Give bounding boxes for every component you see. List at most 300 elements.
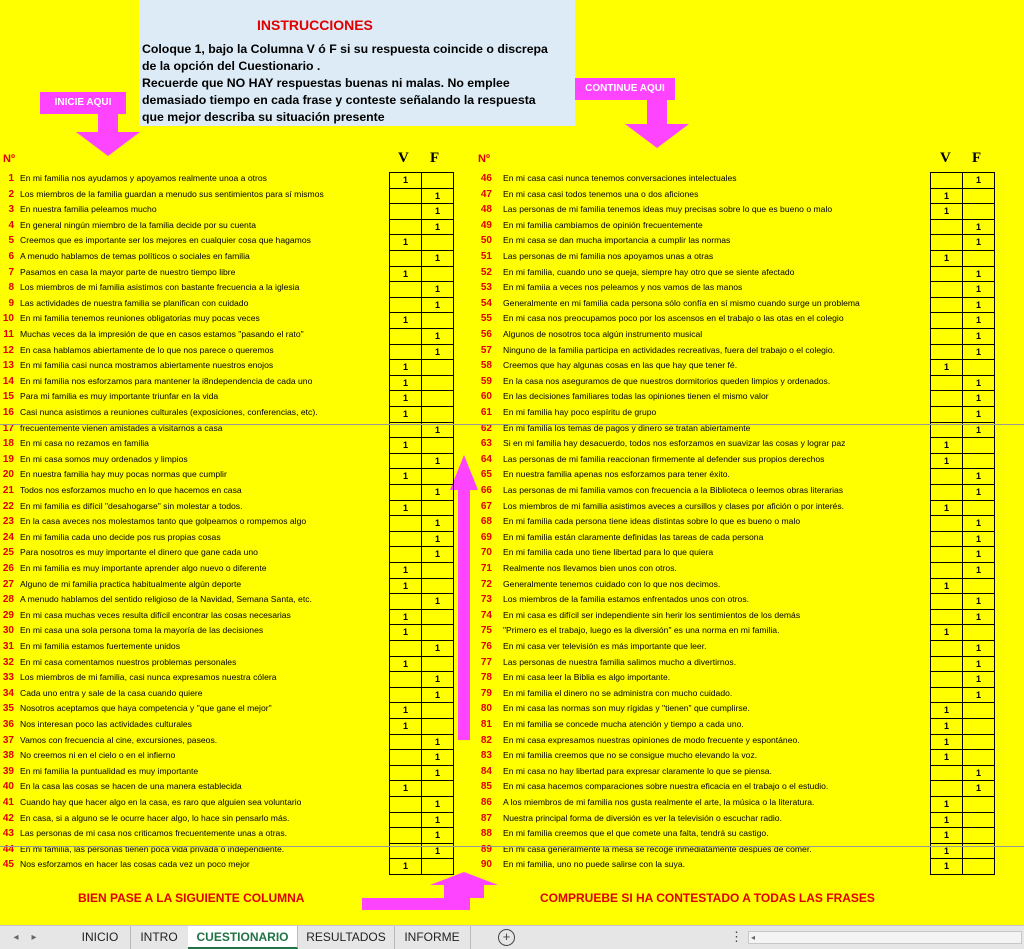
answer-cell-f[interactable]: 1	[421, 593, 454, 610]
answer-cell-v[interactable]: 1	[389, 702, 422, 719]
answer-cell-v[interactable]	[389, 203, 422, 220]
answer-cell-f[interactable]: 1	[962, 484, 995, 501]
answer-cell-v[interactable]	[930, 172, 963, 189]
question-text: En mi familia estamos fuertemente unidos	[20, 641, 181, 651]
sheet-tab-cuestionario[interactable]: CUESTIONARIO	[188, 926, 298, 949]
answer-cell-v[interactable]	[930, 390, 963, 407]
question-text: En mi familia tenemos reuniones obligatorias muy pocas veces	[20, 313, 260, 324]
answer-cell-v[interactable]	[930, 546, 963, 563]
answer-cell-f[interactable]	[421, 780, 454, 797]
answer-cell-v[interactable]: 1	[930, 453, 963, 470]
question-text: Para nosotros es muy importante el dinero que gane cada uno	[20, 547, 258, 558]
answer-cell-f[interactable]: 1	[962, 687, 995, 704]
question-number: 19	[2, 453, 14, 465]
question-text: A menudo hablamos de temas políticos o sociales en familia	[20, 251, 250, 261]
question-text: En mi familia están claramente definidas las tareas de cada persona	[503, 531, 764, 542]
answer-cell-v[interactable]: 1	[930, 188, 963, 205]
answer-cell-f[interactable]	[962, 453, 995, 470]
question-number: 7	[8, 266, 14, 278]
horizontal-scrollbar[interactable]	[748, 931, 1022, 944]
answer-cell-f[interactable]	[421, 468, 454, 485]
answer-cell-f[interactable]	[421, 609, 454, 626]
question-number: 82	[480, 734, 492, 746]
answer-cell-v[interactable]	[389, 484, 422, 501]
answer-cell-v[interactable]	[389, 749, 422, 766]
question-number: 25	[2, 547, 14, 559]
answer-cell-v[interactable]: 1	[930, 578, 963, 595]
question-number: 88	[480, 828, 492, 840]
answer-cell-f[interactable]: 1	[421, 827, 454, 844]
answer-cell-f[interactable]: 1	[421, 671, 454, 688]
answer-cell-f[interactable]	[962, 437, 995, 454]
answer-cell-v[interactable]	[930, 671, 963, 688]
answer-cell-v[interactable]	[930, 562, 963, 579]
answer-cell-f[interactable]	[962, 702, 995, 719]
answer-cell-f[interactable]: 1	[421, 453, 454, 470]
answer-cell-v[interactable]: 1	[389, 578, 422, 595]
answer-cell-f[interactable]: 1	[421, 203, 454, 220]
answer-cell-v[interactable]: 1	[930, 250, 963, 267]
answer-cell-v[interactable]	[930, 515, 963, 532]
question-text: Todos nos esforzamos mucho en lo que hacemos en casa	[20, 485, 242, 495]
question-text: En mi casa hacemos comparaciones sobre nuestra eficacia en el trabajo o el estudio.	[503, 781, 829, 792]
answer-cell-v[interactable]	[930, 640, 963, 657]
answer-cell-f[interactable]: 1	[421, 546, 454, 563]
question-text: En mi familia la puntualidad es muy importante	[20, 765, 199, 776]
answer-cell-f[interactable]: 1	[962, 531, 995, 548]
question-text: En casa hablamos abiertamente de lo que nos parece o queremos	[20, 344, 274, 355]
answer-cell-v[interactable]: 1	[930, 812, 963, 829]
answer-cell-f[interactable]	[962, 500, 995, 517]
answer-cell-v[interactable]: 1	[930, 827, 963, 844]
answer-cell-v[interactable]: 1	[389, 780, 422, 797]
answer-cell-v[interactable]: 1	[389, 656, 422, 673]
sheet-tab-intro[interactable]: INTRO	[130, 926, 189, 949]
answer-cell-v[interactable]: 1	[389, 858, 422, 875]
answer-cell-f[interactable]: 1	[962, 593, 995, 610]
answer-cell-f[interactable]: 1	[962, 656, 995, 673]
f-header-left: F	[430, 150, 440, 166]
answer-cell-v[interactable]: 1	[389, 500, 422, 517]
answer-cell-v[interactable]	[389, 344, 422, 361]
question-text: En mi casa expresamos nuestras opiniones de modo frecuente y espontáneo.	[503, 734, 800, 745]
question-number: 12	[2, 344, 14, 356]
answer-cell-v[interactable]	[389, 281, 422, 298]
answer-cell-f[interactable]: 1	[421, 422, 454, 439]
question-text: En nuestra familia apenas nos esforzamos para tener éxito.	[503, 469, 730, 480]
question-number: 78	[480, 672, 492, 684]
answer-cell-f[interactable]	[421, 390, 454, 407]
question-number: 14	[2, 375, 14, 387]
question-text: Los miembros de mi familia asistimos con bastante frecuencia a la iglesia	[20, 282, 300, 293]
answer-cell-v[interactable]	[389, 734, 422, 751]
answer-cell-f[interactable]: 1	[421, 219, 454, 236]
question-number: 83	[480, 750, 492, 762]
answer-cell-f[interactable]: 1	[962, 468, 995, 485]
answer-cell-v[interactable]	[930, 266, 963, 283]
question-number: 64	[480, 453, 492, 465]
answer-cell-f[interactable]: 1	[421, 734, 454, 751]
answer-cell-f[interactable]	[421, 702, 454, 719]
answer-cell-v[interactable]	[930, 765, 963, 782]
answer-cell-v[interactable]	[930, 531, 963, 548]
answer-cell-v[interactable]: 1	[389, 624, 422, 641]
answer-cell-v[interactable]	[389, 297, 422, 314]
answer-cell-f[interactable]	[962, 858, 995, 875]
answer-cell-f[interactable]	[421, 406, 454, 423]
question-text: Nuestra principal forma de diversión es ver la televisión o escuchar radio.	[503, 812, 782, 823]
answer-cell-v[interactable]	[930, 281, 963, 298]
answer-cell-v[interactable]: 1	[389, 609, 422, 626]
answer-cell-v[interactable]: 1	[389, 390, 422, 407]
answer-cell-f[interactable]: 1	[421, 281, 454, 298]
answer-cell-v[interactable]: 1	[389, 234, 422, 251]
answer-cell-v[interactable]: 1	[389, 718, 422, 735]
answer-cell-f[interactable]: 1	[421, 344, 454, 361]
answer-cell-f[interactable]: 1	[962, 546, 995, 563]
answer-cell-f[interactable]: 1	[421, 531, 454, 548]
answer-cell-v[interactable]: 1	[389, 437, 422, 454]
question-text: Pasamos en casa la mayor parte de nuestro tiempo libre	[20, 266, 236, 277]
question-text: En mi casa leer la Biblia es algo importante.	[503, 672, 671, 683]
answer-cell-v[interactable]: 1	[930, 858, 963, 875]
answer-cell-v[interactable]: 1	[930, 749, 963, 766]
question-number: 60	[480, 391, 492, 403]
question-text: Alguno de mi familia practica habitualmente algún deporte	[20, 578, 242, 589]
answer-cell-v[interactable]: 1	[930, 500, 963, 517]
question-text: Cada uno entra y sale de la casa cuando quiere	[20, 687, 203, 698]
footer-up-arrow-icon	[430, 872, 498, 898]
question-text: En mi familia, cuando uno se queja, siempre hay otro que se siente afectado	[503, 266, 795, 277]
answer-cell-f[interactable]: 1	[962, 640, 995, 657]
answer-cell-f[interactable]	[421, 718, 454, 735]
v-header-right: V	[940, 150, 951, 166]
plus-circle-icon[interactable]: +	[498, 929, 515, 946]
answer-cell-v[interactable]	[930, 375, 963, 392]
answer-cell-v[interactable]	[930, 609, 963, 626]
answer-cell-f[interactable]: 1	[962, 780, 995, 797]
answer-cell-f[interactable]: 1	[962, 219, 995, 236]
question-number: 8	[8, 282, 14, 294]
answer-cell-v[interactable]	[389, 328, 422, 345]
question-text: En mi familia casi nunca mostramos abiertamente nuestros enojos	[20, 360, 274, 371]
question-text: Las personas de mi familia tenemos ideas muy precisas sobre lo que es bueno o malo	[503, 204, 833, 215]
v-header-left: V	[398, 150, 409, 166]
question-text: En mi familia, uno no puede salirse con la suya.	[503, 859, 686, 870]
answer-cell-f[interactable]: 1	[962, 172, 995, 189]
answer-cell-f[interactable]	[421, 312, 454, 329]
answer-cell-f[interactable]	[962, 749, 995, 766]
answer-cell-f[interactable]	[962, 188, 995, 205]
answer-cell-v[interactable]: 1	[389, 406, 422, 423]
answer-cell-v[interactable]: 1	[389, 562, 422, 579]
answer-cell-v[interactable]: 1	[389, 172, 422, 189]
answer-cell-f[interactable]	[962, 718, 995, 735]
answer-cell-f[interactable]	[962, 796, 995, 813]
question-number: 44	[2, 843, 14, 855]
answer-cell-v[interactable]	[930, 687, 963, 704]
question-number: 56	[480, 329, 492, 340]
question-number: 42	[2, 812, 14, 824]
answer-cell-f[interactable]: 1	[421, 749, 454, 766]
question-number: 51	[480, 251, 492, 262]
question-text: En mi casa casi todos tenemos una o dos aficiones	[503, 188, 699, 199]
answer-cell-v[interactable]	[930, 484, 963, 501]
question-number: 23	[2, 516, 14, 528]
question-number: 69	[480, 531, 492, 543]
vertical-ellipsis-icon[interactable]: ⋮	[730, 929, 743, 944]
answer-cell-f[interactable]	[962, 250, 995, 267]
question-text: En mi casa es difícil ser independiente sin herir los sentimientos de los demás	[503, 609, 801, 620]
answer-cell-f[interactable]: 1	[421, 484, 454, 501]
question-number: 41	[2, 797, 14, 808]
answer-cell-v[interactable]	[389, 827, 422, 844]
question-text: Nos esforzamos en hacer las cosas cada vez un poco mejor	[20, 859, 250, 870]
question-number: 45	[2, 859, 14, 871]
footer-right-text: COMPRUEBE SI HA CONTESTADO A TODAS LAS FRASES	[540, 891, 875, 905]
question-number: 49	[480, 219, 492, 231]
answer-cell-v[interactable]	[930, 297, 963, 314]
sheet-tab-informe[interactable]: INFORME	[394, 926, 471, 949]
answer-cell-f[interactable]	[421, 172, 454, 189]
footer-left-arrow-icon	[362, 898, 470, 910]
answer-cell-f[interactable]: 1	[962, 328, 995, 345]
question-number: 77	[480, 656, 492, 668]
question-number: 62	[480, 422, 492, 434]
answer-cell-f[interactable]: 1	[962, 375, 995, 392]
answer-cell-f[interactable]: 1	[962, 234, 995, 251]
answer-cell-f[interactable]	[421, 624, 454, 641]
answer-cell-v[interactable]: 1	[930, 203, 963, 220]
answer-cell-f[interactable]: 1	[962, 765, 995, 782]
question-text: Cuando hay que hacer algo en la casa, es raro que alguien sea voluntario	[20, 797, 302, 807]
sheet-tab-bar	[0, 925, 1024, 949]
answer-cell-v[interactable]	[389, 219, 422, 236]
question-number: 76	[480, 641, 492, 652]
question-number: 57	[480, 344, 492, 356]
question-text: En mi casa las normas son muy rígidas y "tienen" que cumplirse.	[503, 703, 750, 714]
question-number: 16	[2, 407, 14, 418]
answer-cell-f[interactable]	[421, 858, 454, 875]
answer-cell-v[interactable]: 1	[389, 312, 422, 329]
footer-left-text: BIEN PASE A LA SIGUIENTE COLUMNA	[78, 891, 305, 905]
question-number: 87	[480, 812, 492, 824]
answer-cell-v[interactable]	[389, 250, 422, 267]
question-text: Los miembros de la familia estamos enfrentados unos con otros.	[503, 594, 750, 605]
question-text: Creemos que hay algunas cosas en las que hay que tener fé.	[503, 360, 738, 371]
question-text: En mi casa no rezamos en familia	[20, 438, 149, 449]
answer-cell-v[interactable]: 1	[930, 718, 963, 735]
answer-cell-v[interactable]	[389, 687, 422, 704]
question-text: En mi familia creemos que no se consigue mucho elevando la voz.	[503, 750, 758, 761]
answer-cell-f[interactable]	[421, 359, 454, 376]
question-number: 90	[480, 859, 492, 871]
question-number: 11	[3, 329, 14, 340]
answer-cell-f[interactable]: 1	[421, 796, 454, 813]
chevron-right-icon[interactable]: ▸	[31, 932, 37, 943]
question-number: 13	[2, 360, 14, 372]
answer-cell-v[interactable]	[389, 188, 422, 205]
question-number: 89	[480, 843, 492, 855]
answer-cell-f[interactable]: 1	[962, 515, 995, 532]
answer-cell-v[interactable]	[930, 780, 963, 797]
answer-cell-f[interactable]	[421, 500, 454, 517]
answer-cell-f[interactable]: 1	[962, 266, 995, 283]
answer-cell-f[interactable]	[421, 375, 454, 392]
answer-cell-v[interactable]: 1	[389, 359, 422, 376]
question-text: En mi familia nos ayudamos y apoyamos realmente unoa a otros	[20, 173, 267, 183]
question-text: En mi casa no hay libertad para expresar claramente lo que se piensa.	[503, 765, 772, 776]
answer-cell-v[interactable]: 1	[389, 375, 422, 392]
question-text: Realmente nos llevamos bien unos con otros.	[503, 563, 677, 573]
answer-cell-v[interactable]	[389, 515, 422, 532]
answer-cell-f[interactable]: 1	[421, 188, 454, 205]
answer-cell-v[interactable]	[930, 312, 963, 329]
question-text: En la casa aveces nos molestamos tanto que golpeamos o rompemos algo	[20, 516, 307, 527]
question-text: Algunos de nosotros toca algún instrumento musical	[503, 329, 703, 339]
answer-cell-v[interactable]	[389, 812, 422, 829]
question-text: Los miembros de la familia guardan a menudo sus sentimientos para sí mismos	[20, 188, 324, 199]
instructions-line: que mejor describa su situación presente	[142, 110, 385, 124]
question-number: 43	[2, 828, 14, 840]
answer-cell-v[interactable]	[930, 344, 963, 361]
answer-cell-v[interactable]	[389, 546, 422, 563]
question-text: En mi famiia a veces nos peleamos y nos vamos de las manos	[503, 282, 743, 293]
question-number: 74	[480, 609, 492, 621]
answer-cell-f[interactable]	[421, 437, 454, 454]
answer-cell-v[interactable]: 1	[930, 734, 963, 751]
answer-cell-v[interactable]	[930, 328, 963, 345]
answer-cell-v[interactable]	[930, 234, 963, 251]
answer-cell-v[interactable]	[930, 406, 963, 423]
answer-cell-v[interactable]: 1	[930, 843, 963, 860]
question-number: 48	[480, 204, 492, 216]
question-text: Las personas de nuestra familia salimos mucho a divertirnos.	[503, 656, 737, 667]
question-text: En mi familia hay poco espíritu de grupo	[503, 407, 657, 417]
scroll-left-icon[interactable]: ◂	[751, 933, 756, 942]
answer-cell-v[interactable]: 1	[389, 468, 422, 485]
answer-cell-v[interactable]	[389, 593, 422, 610]
question-text: En mi familia cada persona tiene ideas distintas sobre lo que es bueno o malo	[503, 516, 801, 527]
answer-cell-v[interactable]	[389, 765, 422, 782]
question-text: En mi familia creemos que el que comete una falta, tendrá su castigo.	[503, 828, 769, 839]
question-text: Las personas de mi casa nos criticamos frecuentemente unas a otras.	[20, 828, 288, 839]
question-text: Para mi familia es muy importante triunfar en la vida	[20, 391, 219, 402]
question-number: 84	[480, 765, 492, 777]
answer-cell-f[interactable]: 1	[421, 328, 454, 345]
question-number: 6	[8, 251, 14, 262]
answer-cell-f[interactable]: 1	[421, 765, 454, 782]
question-number: 22	[2, 500, 14, 512]
answer-cell-v[interactable]: 1	[930, 359, 963, 376]
answer-cell-v[interactable]	[930, 656, 963, 673]
answer-cell-f[interactable]: 1	[421, 812, 454, 829]
answer-cell-f[interactable]	[962, 203, 995, 220]
answer-cell-f[interactable]: 1	[962, 312, 995, 329]
row-separator	[0, 846, 1024, 847]
answer-cell-f[interactable]: 1	[962, 609, 995, 626]
question-number: 38	[2, 750, 14, 762]
answer-cell-f[interactable]: 1	[962, 406, 995, 423]
answer-cell-v[interactable]	[389, 671, 422, 688]
answer-cell-v[interactable]	[930, 219, 963, 236]
question-number: 4	[8, 219, 14, 231]
question-number: 52	[480, 266, 492, 278]
question-text: En la casa nos aseguramos de que nuestros dormitorios queden limpios y ordenados.	[503, 375, 831, 386]
question-text: Los miembros de mi familia, casi nunca expresamos nuestra cólera	[20, 672, 277, 683]
question-number: 24	[2, 531, 14, 543]
sheet-tab-inicio[interactable]: INICIO	[70, 926, 131, 949]
answer-cell-f[interactable]: 1	[962, 562, 995, 579]
question-text: Muchas veces da la impresión de que en casos estamos "pasando el rato"	[20, 329, 304, 339]
answer-cell-v[interactable]: 1	[930, 437, 963, 454]
question-number: 32	[2, 656, 14, 668]
sheet-tab-resultados[interactable]: RESULTADOS	[298, 926, 395, 949]
question-text: frecuentemente vienen amistades a visitarnos a casa	[20, 422, 223, 433]
answer-cell-f[interactable]: 1	[962, 281, 995, 298]
answer-cell-f[interactable]: 1	[962, 422, 995, 439]
question-number: 15	[2, 391, 14, 403]
answer-cell-f[interactable]	[962, 827, 995, 844]
answer-cell-v[interactable]: 1	[930, 796, 963, 813]
answer-cell-f[interactable]	[962, 578, 995, 595]
answer-cell-v[interactable]	[389, 796, 422, 813]
chevron-left-icon[interactable]: ◂	[13, 932, 19, 943]
answer-cell-f[interactable]: 1	[421, 297, 454, 314]
question-number: 40	[2, 781, 14, 793]
start-here-label: INICIE AQUI	[40, 92, 126, 114]
answer-cell-f[interactable]	[962, 812, 995, 829]
question-number: 70	[480, 547, 492, 559]
answer-cell-f[interactable]	[421, 578, 454, 595]
answer-cell-f[interactable]: 1	[421, 250, 454, 267]
question-number: 34	[2, 687, 14, 699]
answer-cell-f[interactable]: 1	[962, 671, 995, 688]
question-text: En mi casa una sola persona toma la mayoría de las decisiones	[20, 625, 264, 636]
answer-cell-f[interactable]: 1	[962, 297, 995, 314]
answer-cell-f[interactable]: 1	[962, 344, 995, 361]
answer-cell-f[interactable]	[421, 656, 454, 673]
continue-arrow-icon	[625, 100, 689, 148]
answer-cell-v[interactable]	[389, 640, 422, 657]
answer-cell-f[interactable]: 1	[421, 843, 454, 860]
answer-cell-v[interactable]	[930, 468, 963, 485]
question-number: 68	[480, 516, 492, 528]
answer-cell-v[interactable]	[389, 453, 422, 470]
answer-cell-v[interactable]: 1	[930, 702, 963, 719]
answer-cell-v[interactable]: 1	[930, 624, 963, 641]
answer-cell-f[interactable]	[421, 562, 454, 579]
answer-cell-f[interactable]: 1	[421, 687, 454, 704]
answer-cell-f[interactable]: 1	[421, 515, 454, 532]
question-number: 63	[480, 438, 492, 450]
question-text: Casi nunca asistimos a reuniones culturales (exposiciones, conferencias, etc).	[20, 407, 318, 417]
question-number: 2	[8, 188, 14, 200]
answer-cell-f[interactable]	[962, 734, 995, 751]
answer-cell-f[interactable]: 1	[421, 640, 454, 657]
answer-cell-f[interactable]	[962, 359, 995, 376]
question-number: 30	[2, 625, 14, 637]
question-text: Generalmente tenemos cuidado con lo que nos decimos.	[503, 578, 721, 589]
answer-cell-v[interactable]	[389, 531, 422, 548]
answer-cell-f[interactable]: 1	[962, 390, 995, 407]
answer-cell-f[interactable]	[421, 266, 454, 283]
answer-cell-f[interactable]	[962, 624, 995, 641]
question-text: En mi casa somos muy ordenados y limpios	[20, 453, 188, 464]
answer-cell-v[interactable]	[930, 593, 963, 610]
answer-cell-v[interactable]: 1	[389, 266, 422, 283]
answer-cell-f[interactable]	[421, 234, 454, 251]
